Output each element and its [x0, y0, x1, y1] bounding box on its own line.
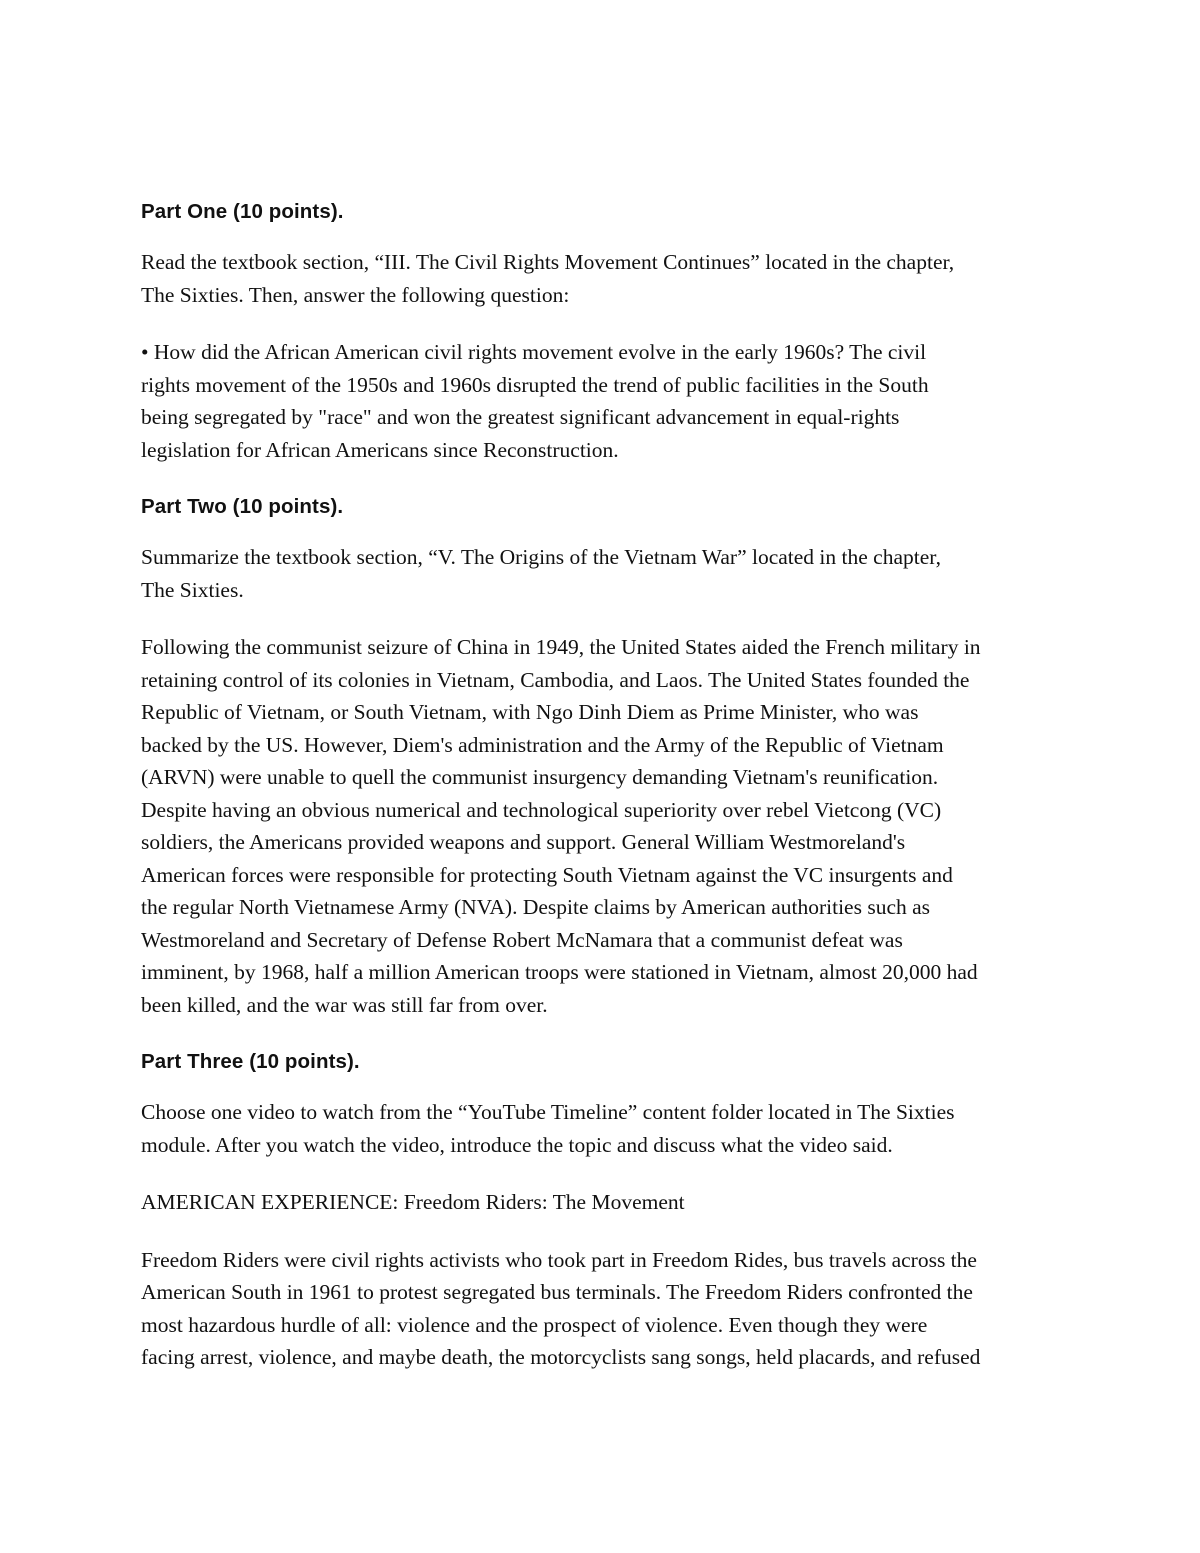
text-line: backed by the US. However, Diem's administration and the Army of the Republic of Vietnam [141, 732, 944, 757]
part-three-instructions [141, 1096, 1071, 1161]
text-line: AMERICAN EXPERIENCE: Freedom Riders: The Movement [141, 1190, 685, 1214]
text-line: being segregated by "race" and won the greatest significant advancement in equal-rights [141, 405, 900, 429]
part-one-heading: Part One (10 points). [141, 200, 344, 223]
text-line: soldiers, the Americans provided weapons and support. General William Westmoreland's [141, 830, 906, 854]
part-three-answer [141, 1244, 1071, 1374]
text-line: imminent, by 1968, half a million American troops were stationed in Vietnam, almost 20,000 had [141, 960, 978, 984]
text-line: rights movement of the 1950s and 1960s disrupted the trend of public facilities in the South [141, 372, 929, 397]
part-one-answer [141, 336, 1071, 466]
text-line: most hazardous hurdle of all: violence and the prospect of violence. Even though they were [141, 1312, 928, 1337]
text-line: module. After you watch the video, introduce the topic and discuss what the video said. [141, 1132, 893, 1157]
text-line: (ARVN) were unable to quell the communist insurgency demanding Vietnam's reunification. [141, 765, 939, 789]
text-line: American forces were responsible for protecting South Vietnam against the VC insurgents and [141, 862, 953, 887]
text-line: legislation for African Americans since Reconstruction. [141, 437, 619, 462]
part-two-answer [141, 631, 1071, 1021]
text-line: facing arrest, violence, and maybe death, the motorcyclists sang songs, held placards, and refused [141, 1345, 981, 1369]
text-line: American South in 1961 to protest segregated bus terminals. The Freedom Riders confronted the [141, 1280, 973, 1304]
document-body [141, 196, 1071, 1399]
text-line: Despite having an obvious numerical and technological superiority over rebel Vietcong (VC) [141, 797, 942, 822]
part-two-heading: Part Two (10 points). [141, 495, 344, 518]
text-line: been killed, and the war was still far from over. [141, 992, 548, 1017]
text-line: Choose one video to watch from the “YouTube Timeline” content folder located in The Sixties [141, 1100, 955, 1124]
text-line: Following the communist seizure of China in 1949, the United States aided the French military in [141, 635, 981, 659]
text-line: retaining control of its colonies in Vietnam, Cambodia, and Laos. The United States founded the [141, 667, 970, 692]
part-two-instructions [141, 541, 1071, 606]
text-line: The Sixties. Then, answer the following question: [141, 282, 570, 307]
text-line: • How did the African American civil rights movement evolve in the early 1960s? The civil [141, 340, 927, 364]
part-three-heading: Part Three (10 points). [141, 1050, 360, 1073]
text-line: The Sixties. [141, 577, 244, 602]
text-line: Freedom Riders were civil rights activists who took part in Freedom Rides, bus travels across the [141, 1247, 977, 1272]
part-one-instructions [141, 246, 1071, 311]
video-title [141, 1186, 1071, 1219]
text-line: Summarize the textbook section, “V. The Origins of the Vietnam War” located in the chapter, [141, 545, 941, 569]
text-line: Read the textbook section, “III. The Civil Rights Movement Continues” located in the chapter, [141, 250, 955, 274]
text-line: the regular North Vietnamese Army (NVA). Despite claims by American authorities such as [141, 895, 931, 919]
text-line: Westmoreland and Secretary of Defense Robert McNamara that a communist defeat was [141, 927, 903, 952]
text-line: Republic of Vietnam, or South Vietnam, with Ngo Dinh Diem as Prime Minister, who was [141, 700, 919, 724]
